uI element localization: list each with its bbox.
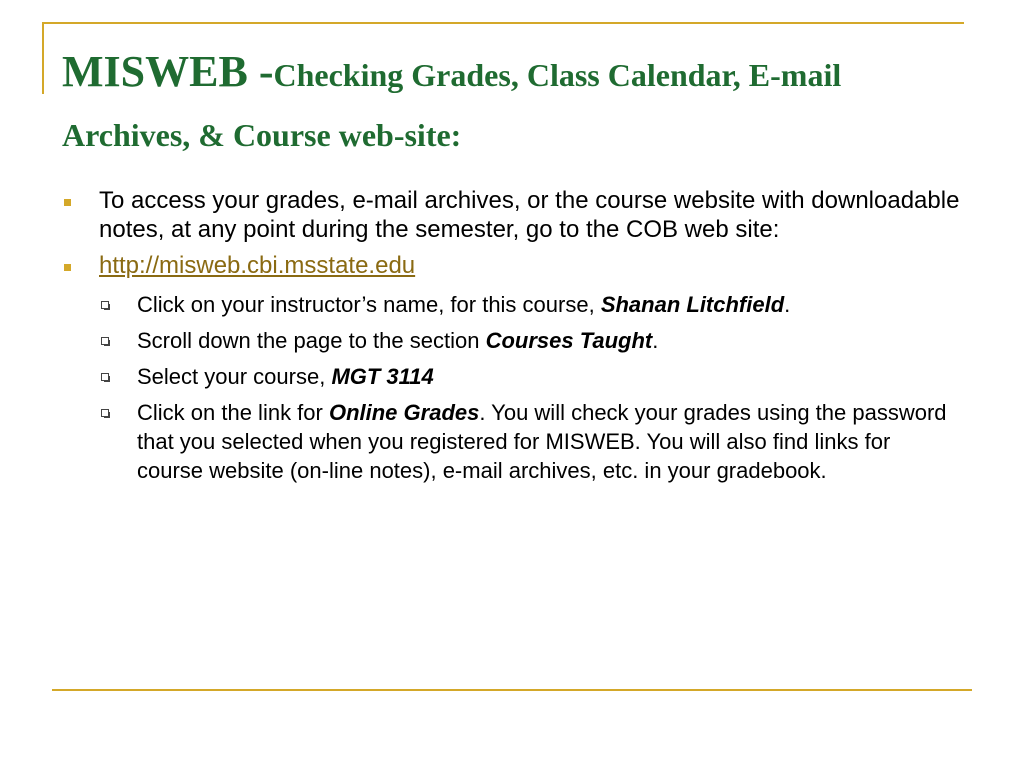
hollow-square-bullet-icon xyxy=(101,373,109,381)
step-after: . You will check your grades using the password that you selected when you registered for MISWEB. You will also find links for course website (on-line notes), e-mail archives, etc. in your gradebook. xyxy=(137,400,947,483)
square-bullet-icon xyxy=(64,264,71,271)
step-text: Select your course, xyxy=(137,364,332,389)
title-subtitle: Checking Grades, Class Calendar, E-mail Archives, & Course web-site: xyxy=(62,57,842,153)
top-rule xyxy=(44,22,964,24)
step-item xyxy=(62,326,962,355)
misweb-link[interactable]: http://misweb.cbi.msstate.edu xyxy=(99,252,416,279)
step-emphasis: Shanan Litchfield xyxy=(600,292,785,317)
bottom-rule xyxy=(52,689,972,691)
steps-list xyxy=(62,290,962,485)
step-emphasis: MGT 3114 xyxy=(331,364,434,389)
step-text: Click on your instructor’s name, for this course, xyxy=(137,292,601,317)
square-bullet-icon xyxy=(64,199,71,206)
slide-title xyxy=(62,42,962,165)
step-item xyxy=(62,362,962,391)
step-item xyxy=(62,290,962,319)
step-after: . xyxy=(652,328,659,353)
intro-text: To access your grades, e-mail archives, or the course website with downloadable notes, at any point during the semester, go to the COB web site: xyxy=(99,187,960,243)
step-item xyxy=(62,398,962,485)
step-text: Click on the link for xyxy=(137,400,329,425)
hollow-square-bullet-icon xyxy=(101,301,109,309)
title-main: MISWEB - xyxy=(62,47,274,96)
step-emphasis: Online Grades xyxy=(328,400,480,425)
bullet-link xyxy=(62,251,962,485)
step-after: . xyxy=(784,292,791,317)
step-text: Scroll down the page to the section xyxy=(137,328,486,353)
hollow-square-bullet-icon xyxy=(101,337,109,345)
left-rule xyxy=(42,22,44,94)
step-emphasis: Courses Taught xyxy=(485,328,653,353)
bullet-intro xyxy=(62,186,962,244)
hollow-square-bullet-icon xyxy=(101,409,109,417)
bullet-list xyxy=(62,186,962,492)
